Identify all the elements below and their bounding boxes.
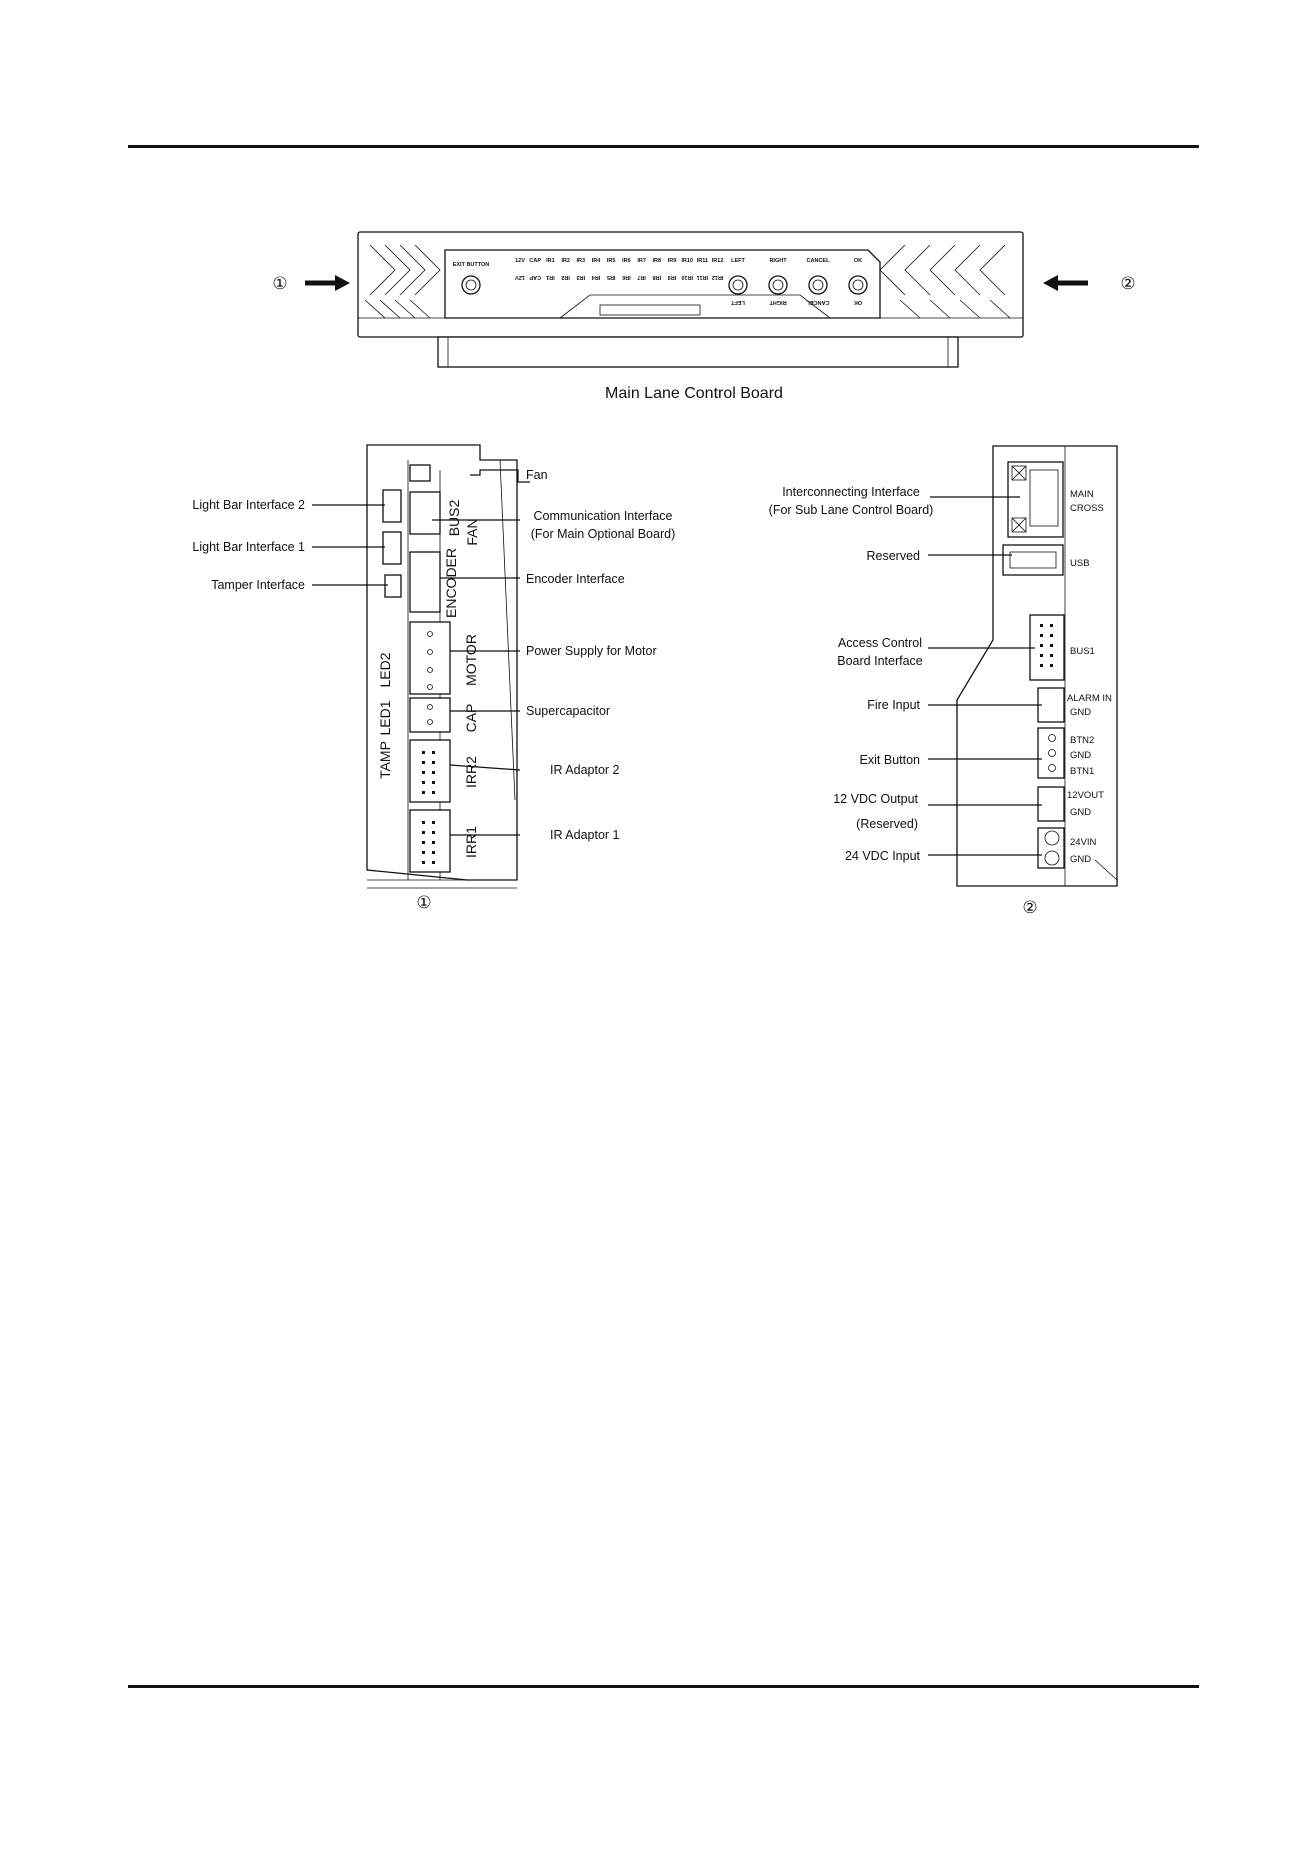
bus1-pin	[1050, 644, 1053, 647]
indicator-label-mirrored-ir9: IR9	[667, 274, 677, 280]
silk-btn2: BTN2	[1070, 735, 1095, 746]
irr-pin	[432, 841, 435, 844]
silk-led2: LED2	[377, 652, 393, 688]
bus1-connector	[1030, 615, 1064, 680]
silk-irr2: IRR2	[463, 756, 479, 788]
bus1-pin	[1040, 624, 1043, 627]
callout-fan: Fan	[526, 468, 548, 482]
irr-pin	[422, 791, 425, 794]
right-side-view	[769, 446, 1117, 918]
silk-main: MAIN	[1070, 489, 1094, 500]
silk-encoder: ENCODER	[443, 547, 459, 619]
silk-gnd-3: GND	[1070, 807, 1092, 818]
silk-gnd-2: GND	[1070, 750, 1092, 761]
callout-12v-reserved: (Reserved)	[856, 817, 918, 831]
irr-pin	[422, 771, 425, 774]
button-label-cancel: CANCEL	[806, 258, 830, 264]
button-label-right: RIGHT	[769, 258, 787, 264]
irr-pin	[432, 821, 435, 824]
v24-in-terminal	[1038, 828, 1064, 868]
silk-bus1: BUS1	[1070, 646, 1095, 657]
irr-pin	[432, 791, 435, 794]
top-board-view	[272, 232, 1135, 402]
irr1-connector	[410, 810, 450, 872]
silk-btn1: BTN1	[1070, 766, 1095, 777]
left-view-marker: ①	[416, 893, 432, 913]
bus1-pin	[1040, 634, 1043, 637]
callout-encoder: Encoder Interface	[526, 572, 625, 586]
indicator-label-ir5: IR5	[606, 258, 616, 264]
indicator-label-12v: 12V	[515, 258, 525, 264]
indicator-label-mirrored-ir10: IR10	[681, 274, 694, 280]
irr-pin	[422, 831, 425, 834]
indicator-label-ir4: IR4	[591, 258, 601, 264]
indicator-label-mirrored-ir6: IR6	[622, 274, 631, 280]
top-right-view-marker: ②	[1120, 274, 1136, 294]
silk-gnd-1: GND	[1070, 707, 1092, 718]
top-left-view-marker: ①	[272, 274, 288, 294]
irr-pin	[432, 831, 435, 834]
callout-tamper: Tamper Interface	[211, 578, 305, 592]
indicator-label-ir10: IR10	[681, 258, 694, 264]
left-side-view	[192, 445, 675, 913]
indicator-label-cap: CAP	[529, 258, 542, 264]
callout-access-line1: Access Control	[837, 636, 923, 650]
button-label-mirrored-cancel: CANCEL	[806, 299, 830, 305]
indicator-label-mirrored-ir12: IR12	[711, 274, 724, 280]
indicator-label-mirrored-ir3: IR3	[576, 274, 586, 280]
indicator-label-mirrored-ir8: IR8	[652, 274, 662, 280]
button-right-indicator	[769, 276, 787, 294]
callout-12v-output: 12 VDC Output	[833, 792, 918, 806]
bus1-pin	[1050, 664, 1053, 667]
callout-exit-button: Exit Button	[859, 753, 920, 767]
bus1-pin	[1040, 664, 1043, 667]
silk-bus2: BUS2	[446, 499, 462, 537]
silk-motor: MOTOR	[463, 634, 479, 686]
indicator-label-ir2: IR2	[561, 258, 570, 264]
silk-24vin: 24VIN	[1070, 837, 1097, 848]
tamper-connector	[385, 575, 401, 597]
silk-irr1: IRR1	[463, 826, 479, 858]
indicator-label-mirrored-cap: CAP	[529, 274, 542, 280]
button-label-mirrored-left: LEFT	[731, 299, 745, 305]
exit-button-indicator	[462, 276, 480, 294]
supercapacitor-block	[410, 698, 450, 732]
light-bar-2-connector	[383, 490, 401, 522]
bus1-pin	[1050, 654, 1053, 657]
irr-pin	[422, 821, 425, 824]
silk-gnd-4: GND	[1070, 854, 1092, 865]
indicator-label-mirrored-ir7: IR7	[637, 274, 646, 280]
encoder-connector	[410, 552, 440, 612]
usb-connector	[1003, 545, 1063, 575]
callout-comm-line1: Communication Interface	[533, 509, 673, 523]
indicator-label-mirrored-ir1: IR1	[546, 274, 555, 280]
indicator-label-mirrored-12v: 12V	[515, 274, 525, 280]
indicator-label-ir8: IR8	[652, 258, 662, 264]
callout-supercap: Supercapacitor	[526, 704, 611, 718]
fan-connector	[410, 465, 430, 481]
irr-pin	[422, 861, 425, 864]
button-left-indicator	[729, 276, 747, 294]
motor-connector	[410, 622, 450, 694]
irr-pin	[422, 761, 425, 764]
irr-pin	[422, 751, 425, 754]
silk-12vout: 12VOUT	[1067, 790, 1104, 801]
callout-fire-input: Fire Input	[867, 698, 920, 712]
button-label-left: LEFT	[731, 258, 745, 264]
irr-pin	[432, 771, 435, 774]
callout-interconnect-line1: Interconnecting Interface	[782, 485, 920, 499]
silk-tamp: TAMP	[377, 741, 393, 779]
irr-pin	[422, 841, 425, 844]
callout-access-line2: Board Interface	[837, 654, 923, 668]
callout-reserved: Reserved	[866, 549, 920, 563]
callout-comm-line2: (For Main Optional Board)	[530, 527, 676, 541]
bus1-pin	[1040, 654, 1043, 657]
indicator-label-mirrored-ir2: IR2	[561, 274, 570, 280]
button-ok-indicator	[849, 276, 867, 294]
indicator-label-ir7: IR7	[637, 258, 646, 264]
callout-interconnect-line2: (For Sub Lane Control Board)	[768, 503, 934, 517]
bus1-pin	[1050, 624, 1053, 627]
indicator-label-mirrored-ir11: IR11	[696, 274, 709, 280]
callout-ir1: IR Adaptor 1	[550, 828, 620, 842]
button-label-mirrored-right: RIGHT	[769, 299, 787, 305]
irr-pin	[432, 851, 435, 854]
irr-pin	[432, 751, 435, 754]
indicator-label-ir6: IR6	[622, 258, 631, 264]
silk-alarm-in: ALARM IN	[1067, 693, 1112, 704]
indicator-label-ir11: IR11	[696, 258, 709, 264]
silk-led1: LED1	[377, 700, 393, 736]
callout-24v-input: 24 VDC Input	[844, 849, 920, 863]
irr2-connector	[410, 740, 450, 802]
indicator-label-mirrored-ir5: IR5	[606, 274, 616, 280]
right-view-marker: ②	[1022, 898, 1038, 918]
bus2-connector	[410, 492, 440, 534]
button-cancel-indicator	[809, 276, 827, 294]
irr-pin	[432, 861, 435, 864]
callout-light-bar-2: Light Bar Interface 2	[192, 498, 305, 512]
button-label-mirrored-ok: OK	[853, 299, 863, 305]
indicator-label-mirrored-ir4: IR4	[591, 274, 601, 280]
indicator-label-ir1: IR1	[546, 258, 555, 264]
bus1-pin	[1050, 634, 1053, 637]
button-label-ok: OK	[853, 258, 863, 264]
irr-pin	[432, 761, 435, 764]
btn-terminal	[1038, 728, 1064, 778]
silk-usb: USB	[1070, 558, 1090, 569]
exit-button-label: EXIT BUTTON	[452, 262, 490, 268]
irr-pin	[432, 781, 435, 784]
light-bar-1-connector	[383, 532, 401, 564]
right-arrow-icon	[1043, 275, 1058, 291]
callout-ir2: IR Adaptor 2	[550, 763, 620, 777]
bus1-pin	[1040, 644, 1043, 647]
silk-cross: CROSS	[1070, 503, 1104, 514]
indicator-label-ir9: IR9	[667, 258, 677, 264]
irr-pin	[422, 851, 425, 854]
v12-out-terminal	[1038, 787, 1064, 821]
left-arrow-icon	[335, 275, 350, 291]
indicator-label-ir12: IR12	[711, 258, 724, 264]
silk-cap: CAP	[463, 703, 479, 733]
board-caption: Main Lane Control Board	[605, 385, 783, 402]
silk-fan: FAN	[464, 518, 480, 546]
indicator-label-ir3: IR3	[576, 258, 586, 264]
callout-motor-power: Power Supply for Motor	[526, 644, 657, 658]
callout-light-bar-1: Light Bar Interface 1	[192, 540, 305, 554]
irr-pin	[422, 781, 425, 784]
